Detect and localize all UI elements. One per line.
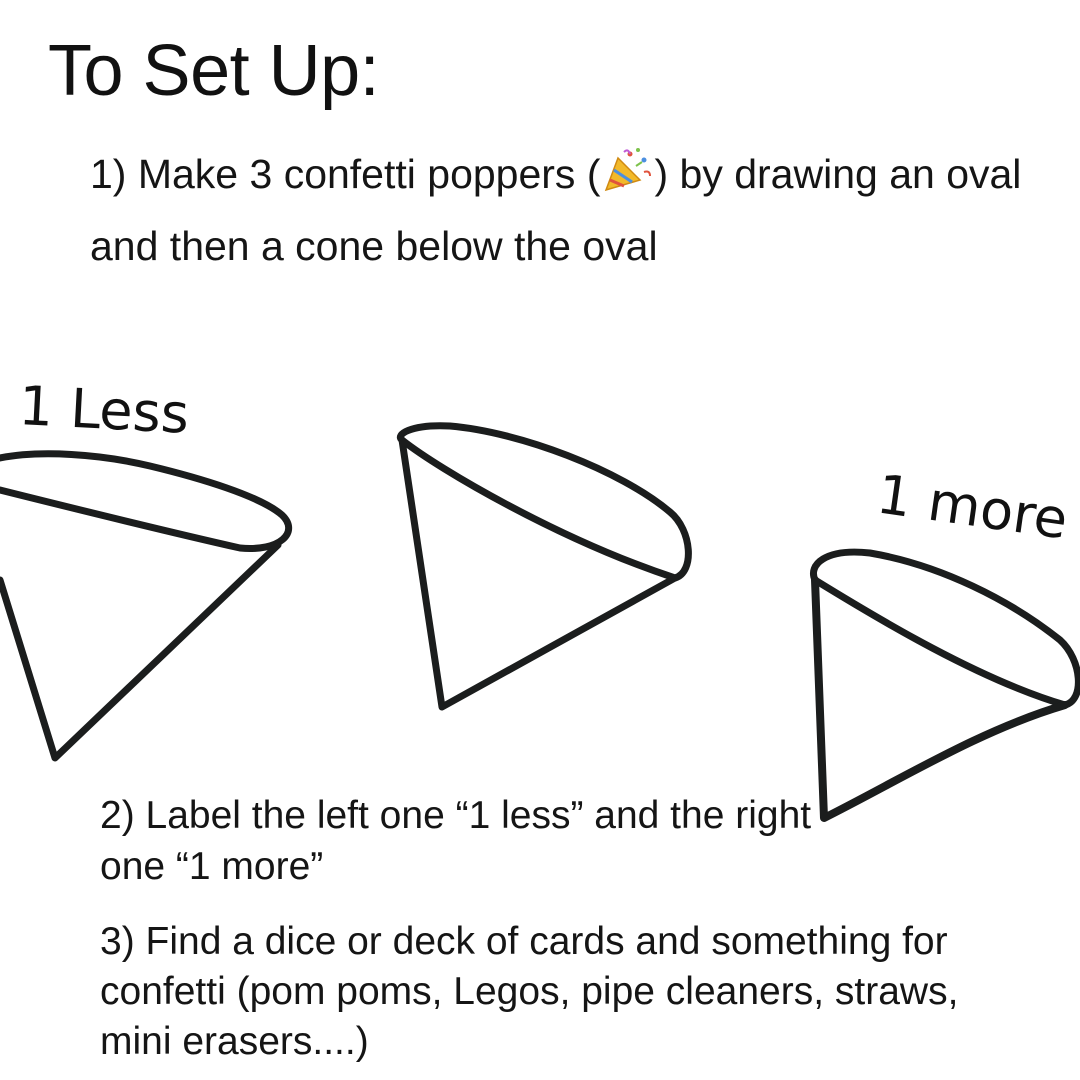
left-cone-drawing [0, 454, 289, 758]
step-2-text: 2) Label the left one “1 less” and the right one “1 more” [100, 794, 812, 888]
step-1-text-after: ) by drawing an oval and then a cone below the oval [90, 151, 1022, 269]
right-cone-label: 1 more [873, 462, 1072, 552]
step-1-text-before: 1) Make 3 confetti poppers ( [90, 151, 601, 197]
left-cone-label: 1 Less [17, 374, 191, 446]
middle-cone-drawing [400, 426, 688, 707]
step-3-text: 3) Find a dice or deck of cards and something for confetti (pom poms, Legos, pipe cleaners, straws, mini erasers....) [100, 920, 959, 1063]
page-title: To Set Up: [48, 31, 380, 111]
party-popper-icon [600, 146, 654, 194]
step-1-text [90, 138, 1050, 282]
right-cone-drawing [813, 552, 1078, 818]
